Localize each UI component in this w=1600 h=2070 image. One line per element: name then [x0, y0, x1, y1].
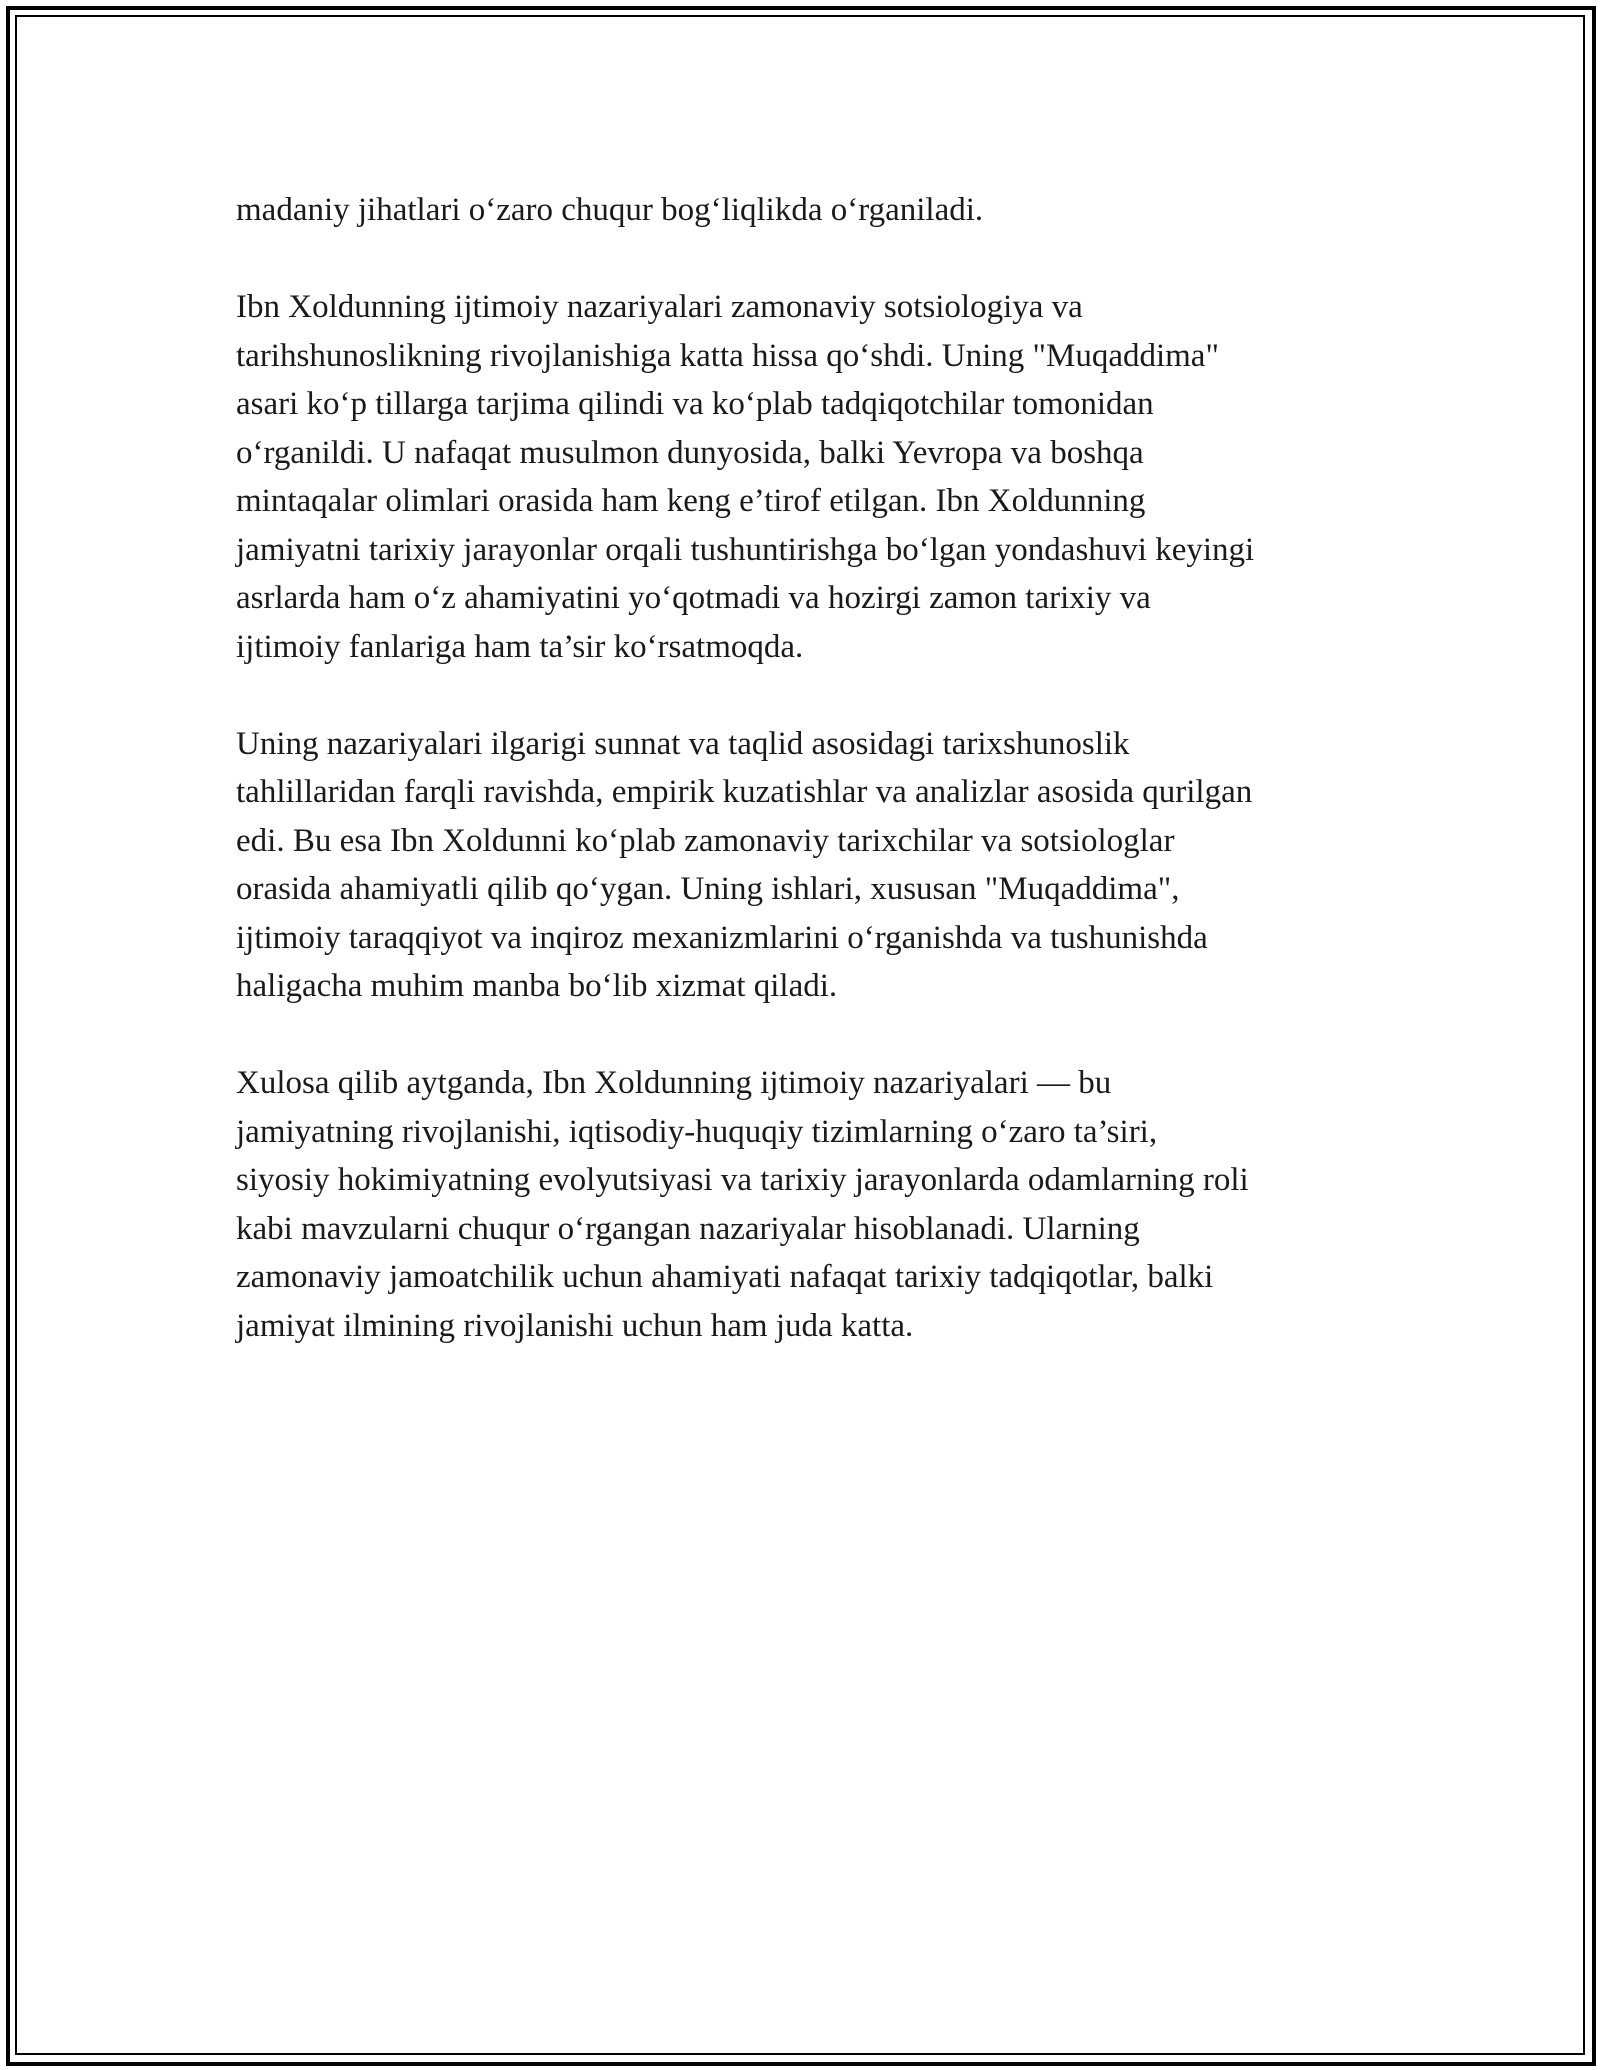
text-line: Ibn Xoldunning ijtimoiy nazariyalari zamonaviy sotsiologiya va	[236, 289, 1083, 325]
text-line: Uning nazariyalari ilgarigi sunnat va taqlid asosidagi tarixshunoslik	[236, 725, 1130, 762]
text-line: madaniy jihatlari o‘zaro chuqur bog‘liqlikda o‘rganiladi.	[236, 192, 984, 228]
text-line: haligacha muhim manba bo‘lib xizmat qiladi.	[236, 968, 838, 1004]
text-line: tarihshunoslikning rivojlanishiga katta hissa qo‘shdi. Uning "Muqaddima"	[236, 337, 1219, 374]
paragraph-4	[236, 1059, 1386, 1350]
paragraph-2	[236, 283, 1386, 671]
text-line: jamiyat ilmining rivojlanishi uchun ham juda katta.	[236, 1307, 914, 1344]
text-line: o‘rganildi. U nafaqat musulmon dunyosida, balki Yevropa va boshqa	[236, 434, 1144, 471]
text-line: tahlillaridan farqli ravishda, empirik kuzatishlar va analizlar asosida qurilgan	[236, 774, 1253, 810]
text-line: asrlarda ham o‘z ahamiyatini yo‘qotmadi va hozirgi zamon tarixiy va	[236, 580, 1151, 616]
text-line: Xulosa qilib aytganda, Ibn Xoldunning ijtimoiy nazariyalari — bu	[236, 1065, 1112, 1101]
paragraph-3	[236, 720, 1386, 1011]
text-line: siyosiy hokimiyatning evolyutsiyasi va tarixiy jarayonlarda odamlarning roli	[236, 1162, 1249, 1198]
text-line: mintaqalar olimlari orasida ham keng e’tirof etilgan. Ibn Xoldunning	[236, 483, 1146, 519]
text-line: zamonaviy jamoatchilik uchun ahamiyati nafaqat tarixiy tadqiqotlar, balki	[236, 1259, 1214, 1295]
text-line: kabi mavzularni chuqur o‘rgangan nazariyalar hisoblanadi. Ularning	[236, 1210, 1140, 1247]
paragraph-1	[236, 186, 1386, 235]
text-line: ijtimoiy fanlariga ham ta’sir ko‘rsatmoqda.	[236, 628, 804, 665]
text-line: edi. Bu esa Ibn Xoldunni ko‘plab zamonaviy tarixchilar va sotsiologlar	[236, 822, 1175, 859]
text-line: jamiyatni tarixiy jarayonlar orqali tushuntirishga bo‘lgan yondashuvi keyingi	[236, 531, 1255, 568]
text-line: asari ko‘p tillarga tarjima qilindi va ko‘plab tadqiqotchilar tomonidan	[236, 386, 1154, 422]
text-line: orasida ahamiyatli qilib qo‘ygan. Uning ishlari, xususan "Muqaddima",	[236, 871, 1180, 907]
text-line: jamiyatning rivojlanishi, iqtisodiy-huquqiy tizimlarning o‘zaro ta’siri,	[236, 1113, 1158, 1150]
text-line: ijtimoiy taraqqiyot va inqiroz mexanizmlarini o‘rganishda va tushunishda	[236, 919, 1208, 956]
document-body	[236, 186, 1386, 1350]
